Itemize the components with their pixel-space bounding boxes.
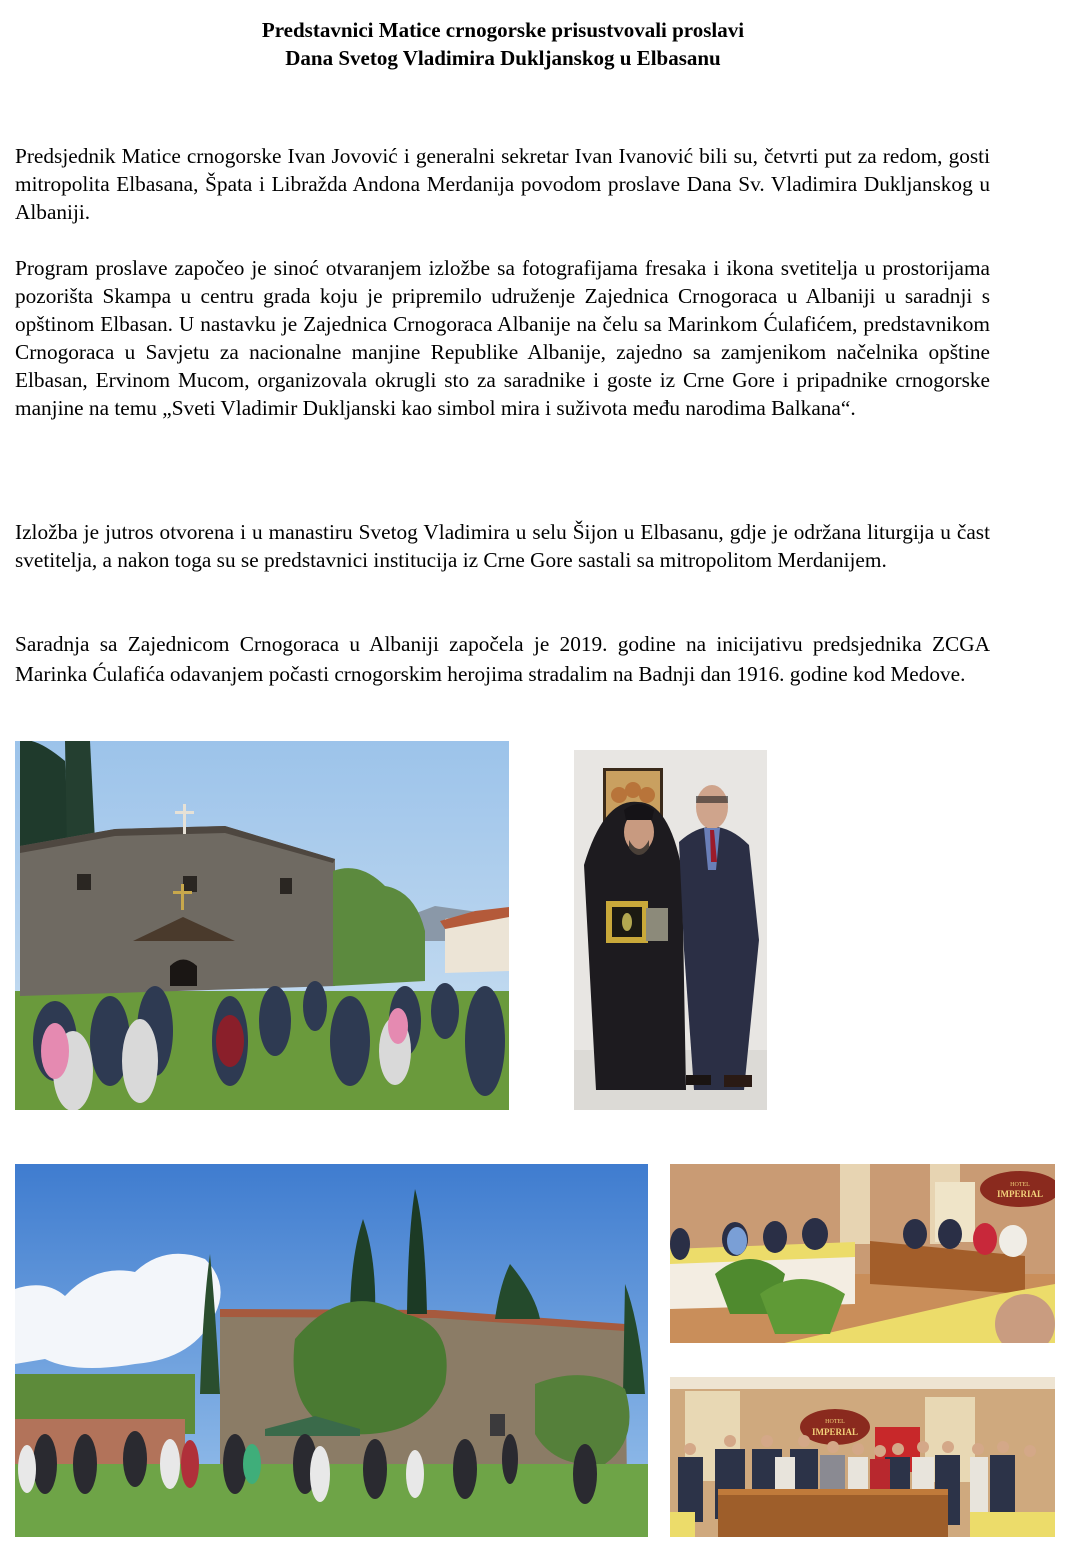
- paragraph-intro: Predsjednik Matice crnogorske Ivan Jovović i generalni sekretar Ivan Ivanović bili su, četvrti put za redom, gosti mitropolita Elbasana, Špata i Libražda Andona Merdanija povodom proslave Dana Sv. Vladimira Dukljanskog u Albaniji.: [15, 144, 990, 224]
- article-title-line-1: Predstavnici Matice crnogorske prisustvovali proslavi: [261, 18, 745, 42]
- photo-round-table: [670, 1164, 1055, 1343]
- hotel-sign-bottom: IMPERIAL: [996, 1189, 1044, 1199]
- photo-group: [670, 1377, 1055, 1537]
- hotel-sign-top: HOTEL: [1010, 1182, 1030, 1188]
- paragraph-program: Program proslave započeo je sinoć otvaranjem izložbe sa fotografijama fresaka i ikona svetitelja u prostorijama pozorišta Skampa u centru grada koju je pripremilo udruženje Zajednica Crnogoraca u Albaniji u saradnji s opštinom Elbasan. U nastavku je Zajednica Crnogoraca Albanije na čelu sa Marinkom Ćulafićem, predstavnikom Crnogoraca u Savjetu za nacionalne manjine Republike Albanije, zajedno sa zamjenikom načelnika opštine Elbasan, Ervinom Mucom, organizovala okrugli sto za saradnike i goste iz Crne Gore i pripadnike crnogorske manjine na temu „Sveti Vladimir Dukljanski kao simbol mira i suživota među narodima Balkana“.: [15, 256, 990, 420]
- photo-monastery-crowd: [15, 741, 509, 1110]
- article-title-line-2: Dana Svetog Vladimira Dukljanskog u Elbasanu: [285, 46, 721, 70]
- article-title: [0, 16, 1006, 72]
- hotel-sign-bottom-2: IMPERIAL: [811, 1427, 859, 1437]
- photo-metropolitan-meeting: [574, 750, 767, 1110]
- paragraph-exhibition: Izložba je jutros otvorena i u manastiru Svetog Vladimira u selu Šijon u Elbasanu, gdje je održana liturgija u čast svetitelja, a nakon toga su se predstavnici institucija iz Crne Gore sastali sa mitropolitom Merdanijem.: [15, 520, 990, 572]
- paragraph-cooperation: Saradnja sa Zajednicom Crnogoraca u Albaniji započela je 2019. godine na inicijativu predsjednika ZCGA Marinka Ćulafića odavanjem počasti crnogorskim herojima stradalim na Badnji dan 1916. godine kod Medove.: [15, 632, 990, 686]
- hotel-sign-top-2: HOTEL: [825, 1419, 845, 1425]
- photo-monastery-garden: [15, 1164, 648, 1537]
